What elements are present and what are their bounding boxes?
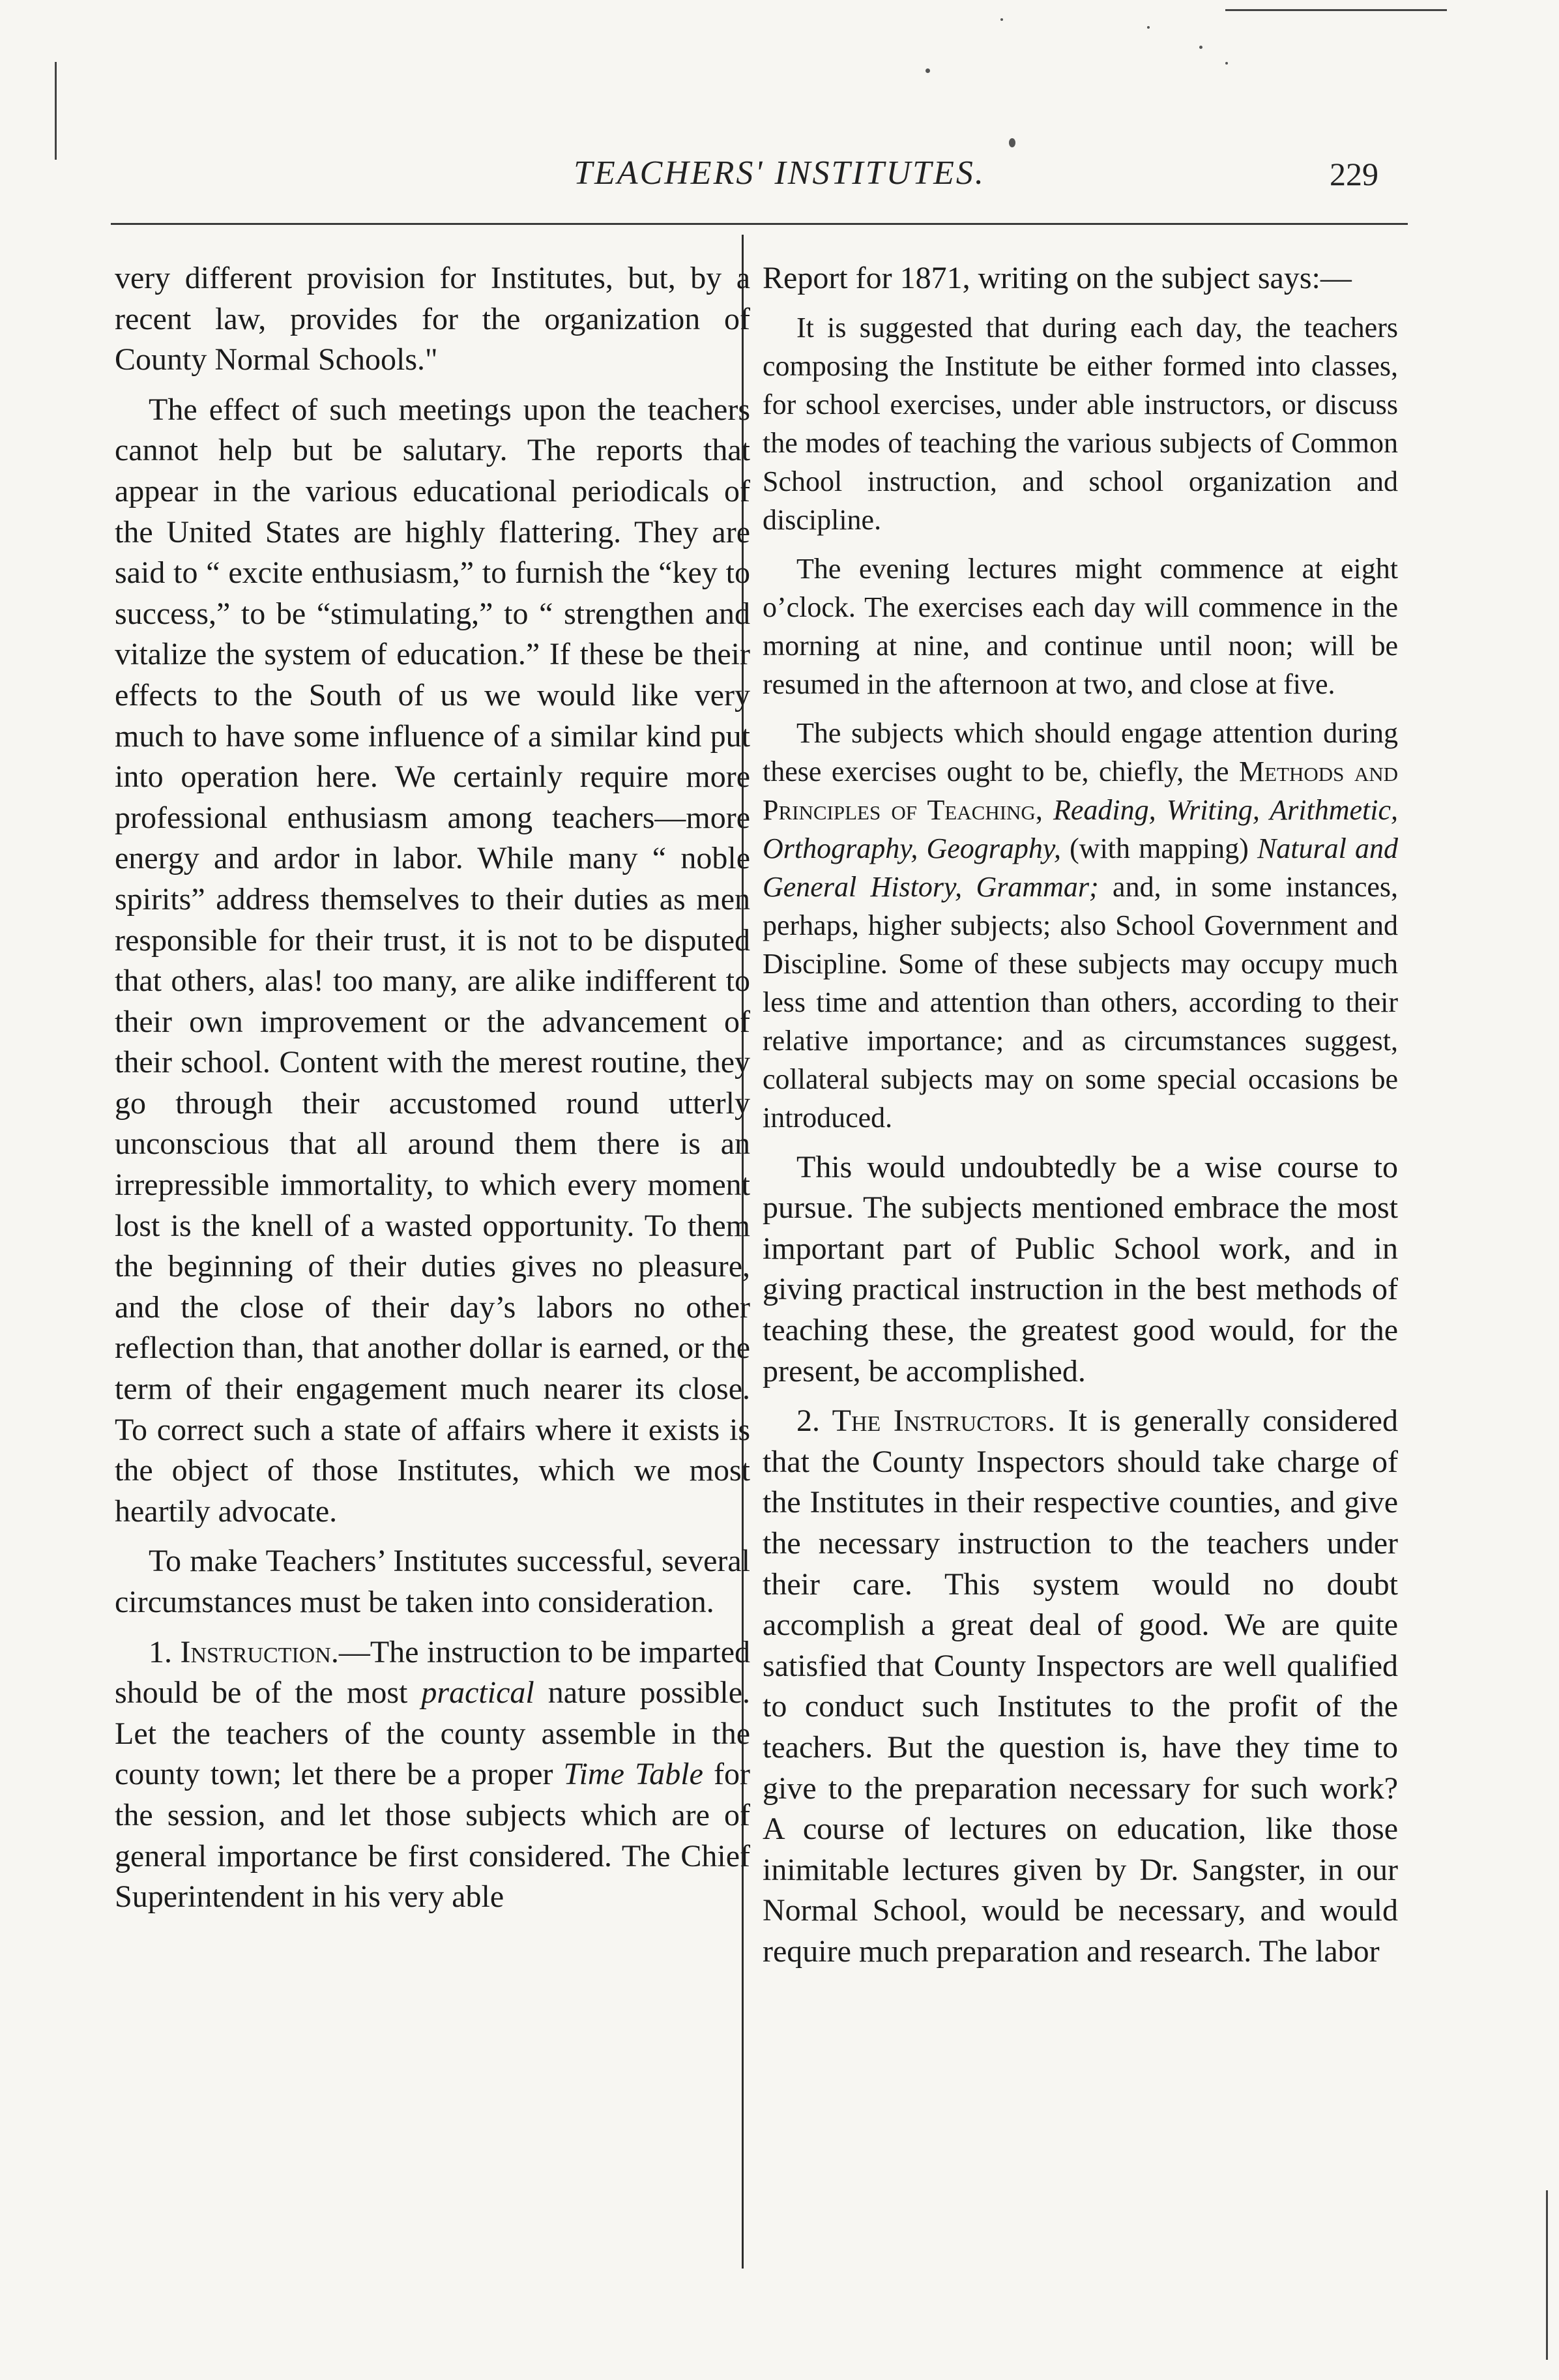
left-column — [115, 258, 750, 1927]
right-column — [763, 258, 1398, 1981]
paragraph-report-intro: Report for 1871, writing on the subject says:— — [763, 261, 1352, 295]
quote-paragraph-schedule: The evening lectures might commence at eight o’clock. The exercises each day will commence in the morning at nine, and continue until noon; will be resumed in the afternoon at two, and close at five. — [763, 552, 1398, 700]
section-heading-instruction: 1. Instruction. — [149, 1634, 339, 1669]
paragraph-instruction: 1. Instruction.—The instruction to be imparted should be of the most practical nature possible. Let the teachers of the county assemble in the county town; let there be a proper Time Table for the session, and let those subjects which are of general importance be first considered. The Chief Superintendent in his very able — [115, 1634, 751, 1915]
paragraph-instructors: 2. The Instructors. It is generally considered that the County Inspectors should take charge of the Institutes in their respective counties, and give the necessary instruction to the teachers under their care. This system would no doubt accomplish a great deal of good. We are quite satisfied that County Inspectors are well qualified to conduct such Institutes to the profit of the teachers. But the question is, have they time to give to the preparation necessary for such work? A course of lectures on education, like those inimitable lectures given by Dr. Sangster, in our Normal School, would be necessary, and would require much preparation and research. The labor — [763, 1403, 1398, 1969]
quote-paragraph-subjects: The subjects which should engage attention during these exercises ought to be, chiefly, the Methods and Principles of Teaching, Reading, Writing, Arithmetic, Orthography, Geography, (with mapping) Natural and General History, Grammar; and, in some instances, perhaps, higher subjects; also School Government and Discipline. Some of these subjects may occupy much less time and attention than others, according to their relative importance; and as circumstances suggest, collateral subjects may on some special occasions be introduced. — [763, 716, 1399, 1134]
paragraph-success-conditions: To make Teachers’ Institutes successful, several circumstances must be taken into consideration. — [115, 1544, 750, 1619]
running-header-title: TEACHERS' INSTITUTES. — [574, 154, 985, 192]
section-heading-instructors: 2. The Instructors. — [796, 1403, 1056, 1439]
quote-paragraph-classes: It is suggested that during each day, the teachers composing the Institute be either formed into classes, for school exercises, under able instructors, or discuss the modes of teaching the various subjects of Common School instruction, and school organization and discipline. — [763, 311, 1398, 536]
scan-edge-line-right — [1546, 2190, 1548, 2360]
page-number: 229 — [1330, 156, 1378, 192]
paragraph-effect-of-meetings: The effect of such meetings upon the teachers cannot help but be salutary. The reports that appear in the various educational periodicals of the United States are highly flattering. They are said to “ excite enthusiasm,” to furnish the “key to success,” to be “stimulating,” to “ strengthen and vitalize the system of education.” If these be their effects to the South of us we would like very much to have some influence of a similar kind put into operation here. We certainly require more professional enthusiasm among teachers—more energy and ardor in labor. While many “ noble spirits” address themselves to their duties as men responsible for their trust, it is not to be disputed that others, alas! too many, are alike indifferent to their own improvement or the advancement of their school. Content with the merest routine, they go through their accustomed round utterly unconscious that all around them there is an irrepressible immortality, to which every moment lost is the knell of a wasted opportunity. To them the beginning of their duties gives no pleasure, and the close of their day’s labors no other reflection than, that another dollar is earned, or the term of their engagement much nearer its close. To correct such a state of affairs where it exists is the object of those Institutes, which we most heartily advocate. — [115, 392, 750, 1529]
scan-edge-line-left — [55, 62, 57, 160]
scan-edge-line-top — [1225, 9, 1447, 11]
paragraph-continuation: very different provision for Institutes, but, by a recent law, provides for the organization of County Normal Schools." — [115, 261, 750, 377]
header-rule — [111, 223, 1408, 225]
paragraph-wise-course: This would undoubtedly be a wise course to pursue. The subjects mentioned embrace the most important part of Public School work, and in giving practical instruction in the best methods of teaching these, the greatest good would, for the present, be accomplished. — [763, 1149, 1398, 1388]
